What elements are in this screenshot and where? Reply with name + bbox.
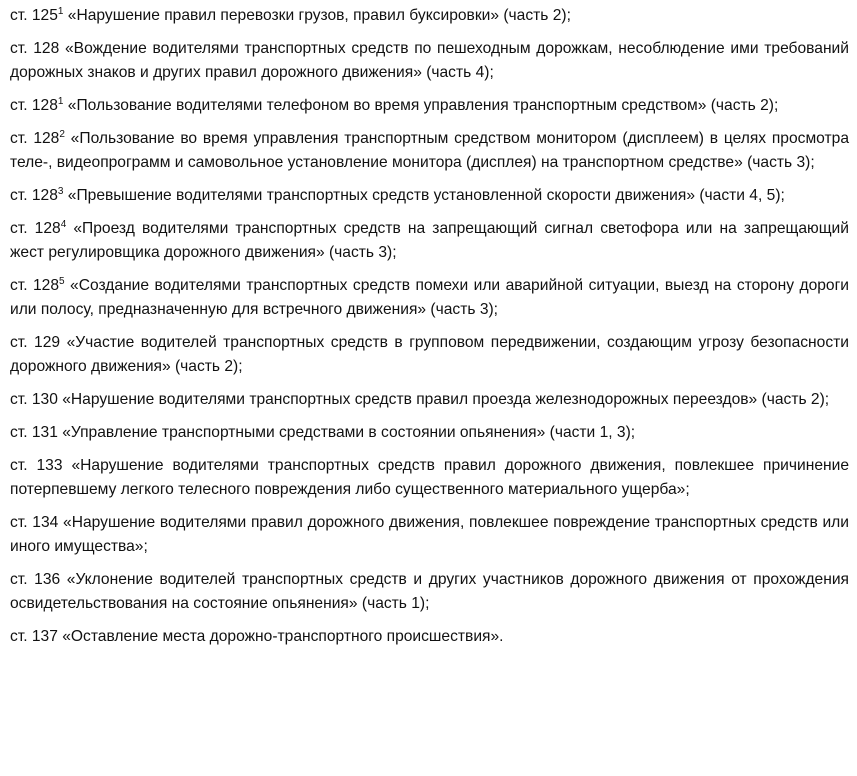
document-body bbox=[10, 4, 849, 649]
article-superscript: 5 bbox=[59, 276, 65, 287]
article-text: «Участие водителей транспортных средств в групповом передвижении, создающим угрозу безопасности дорожного движения» (часть 2); bbox=[10, 334, 849, 375]
article-item bbox=[10, 4, 849, 28]
article-number: ст. 130 bbox=[10, 391, 58, 408]
article-text: «Проезд водителями транспортных средств на запрещающий сигнал светофора или на запрещающий жест регулировщика дорожного движения» (часть 3); bbox=[10, 220, 849, 261]
article-superscript: 4 bbox=[60, 219, 67, 230]
article-superscript: 1 bbox=[57, 6, 64, 17]
article-text: «Пользование во время управления транспортным средством монитором (дисплеем) в целях просмотра теле-, видеопрограмм и самовольное установление монитора (дисплея) на транспортном средстве» (часть 3); bbox=[10, 130, 849, 171]
article-item bbox=[10, 37, 849, 85]
article-text: «Превышение водителями транспортных средств установленной скорости движения» (части 4, 5); bbox=[63, 187, 785, 204]
article-item bbox=[10, 274, 849, 322]
article-superscript: 3 bbox=[57, 186, 64, 197]
article-text: «Нарушение водителями транспортных средств правил проезда железнодорожных переездов» (часть 2); bbox=[57, 391, 830, 408]
article-item bbox=[10, 568, 849, 616]
article-text: «Оставление места дорожно-транспортного происшествия». bbox=[57, 628, 504, 645]
article-number: ст. 128 bbox=[10, 40, 60, 57]
article-number: ст. 128 bbox=[10, 277, 60, 294]
article-text: «Пользование водителями телефоном во время управления транспортным средством» (часть 2); bbox=[63, 97, 779, 114]
article-item bbox=[10, 127, 849, 175]
article-number: ст. 128 bbox=[10, 220, 61, 237]
article-number: ст. 128 bbox=[10, 130, 60, 147]
article-number: ст. 128 bbox=[10, 187, 58, 204]
article-text: «Управление транспортными средствами в состоянии опьянения» (части 1, 3); bbox=[57, 424, 636, 441]
article-number: ст. 133 bbox=[10, 457, 63, 474]
article-superscript: 2 bbox=[59, 129, 65, 140]
article-item bbox=[10, 94, 849, 118]
article-item bbox=[10, 454, 849, 502]
article-number: ст. 125 bbox=[10, 7, 58, 24]
article-number: ст. 129 bbox=[10, 334, 61, 351]
article-item bbox=[10, 625, 849, 649]
article-number: ст. 128 bbox=[10, 97, 58, 114]
article-item bbox=[10, 511, 849, 559]
article-item bbox=[10, 217, 849, 265]
article-number: ст. 134 bbox=[10, 514, 59, 531]
article-text: «Уклонение водителей транспортных средств и других участников дорожного движения от прохождения освидетельствования на состояние опьянения» (часть 1); bbox=[10, 571, 849, 612]
article-number: ст. 137 bbox=[10, 628, 58, 645]
article-number: ст. 136 bbox=[10, 571, 61, 588]
article-text: «Нарушение правил перевозки грузов, правил буксировки» (часть 2); bbox=[63, 7, 571, 24]
article-text: «Нарушение водителями транспортных средств правил дорожного движения, повлекшее причинение потерпевшему легкого телесного повреждения либо существенного материального ущерба»; bbox=[10, 457, 849, 498]
article-item bbox=[10, 331, 849, 379]
article-superscript: 1 bbox=[57, 96, 64, 107]
article-item bbox=[10, 184, 849, 208]
article-text: «Создание водителями транспортных средств помехи или аварийной ситуации, выезд на сторону дороги или полосу, предназначенную для встречного движения» (часть 3); bbox=[10, 277, 849, 318]
article-text: «Нарушение водителями правил дорожного движения, повлекшее повреждение транспортных средств или иного имущества»; bbox=[10, 514, 849, 555]
article-text: «Вождение водителями транспортных средств по пешеходным дорожкам, несоблюдение ими требований дорожных знаков и других правил дорожного движения» (часть 4); bbox=[10, 40, 849, 81]
article-item bbox=[10, 421, 849, 445]
article-item bbox=[10, 388, 849, 412]
article-number: ст. 131 bbox=[10, 424, 58, 441]
